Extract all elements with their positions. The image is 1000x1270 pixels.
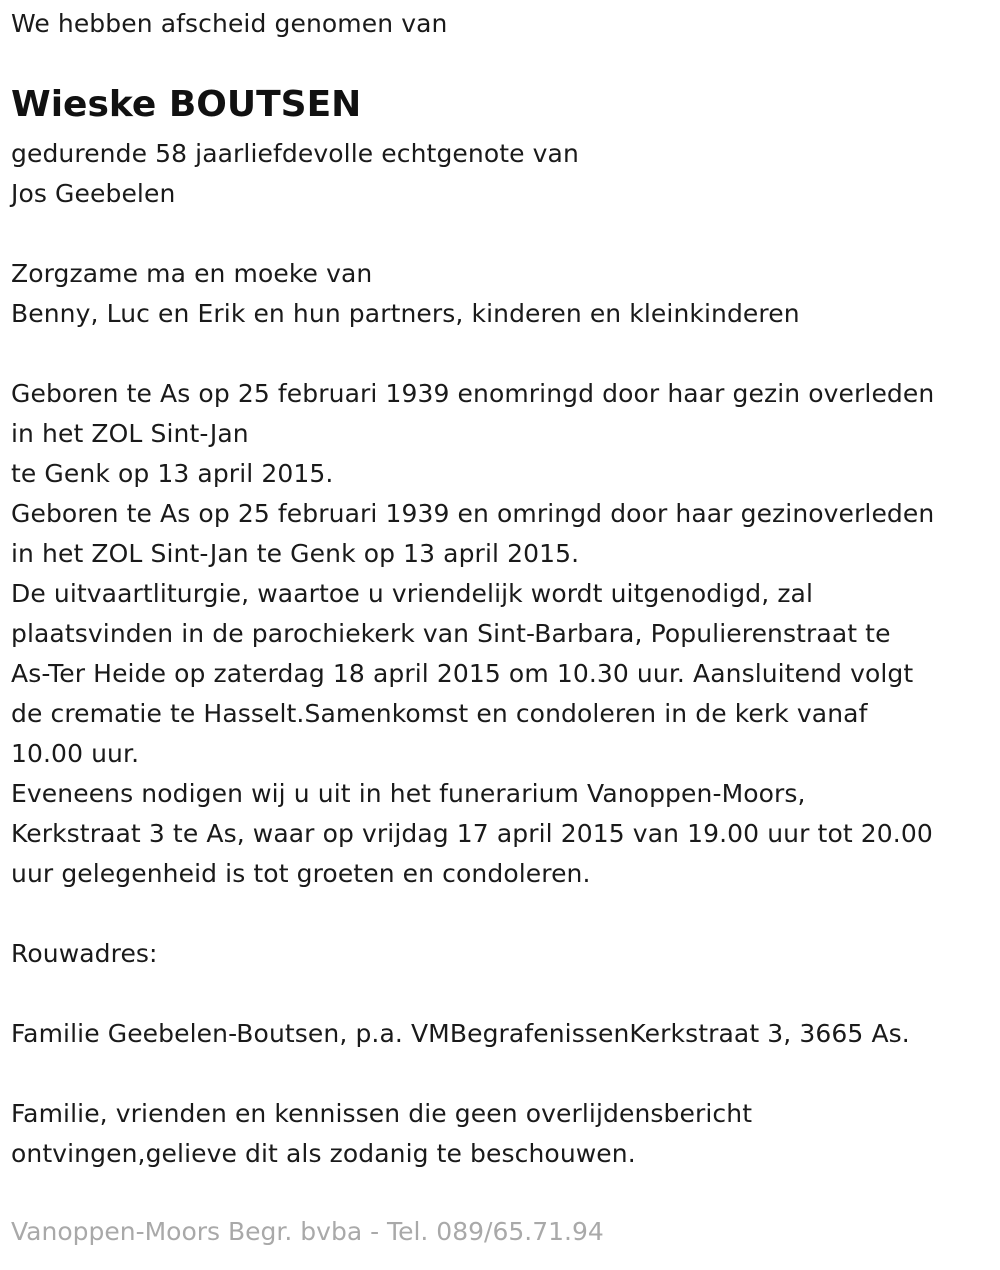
details-line: As-Ter Heide op zaterdag 18 april 2015 om 10.30 uur. Aansluitend volgt (11, 659, 914, 688)
spouse-section (11, 134, 579, 214)
family-line: Zorgzame ma en moeke van (11, 259, 373, 288)
details-line: uur gelegenheid is tot groeten en condoleren. (11, 859, 591, 888)
details-line: in het ZOL Sint-Jan te Genk op 13 april 2015. (11, 539, 580, 568)
details-line: Kerkstraat 3 te As, waar op vrijdag 17 april 2015 van 19.00 uur tot 20.00 (11, 819, 933, 848)
spouse-name: Jos Geebelen (11, 179, 176, 208)
address-label: Rouwadres: (11, 939, 158, 968)
details-line: 10.00 uur. (11, 739, 140, 768)
intro-text: We hebben afscheid genomen van (11, 9, 448, 38)
notice-line: ontvingen,gelieve dit als zodanig te beschouwen. (11, 1139, 636, 1168)
details-line: de crematie te Hasselt.Samenkomst en condoleren in de kerk vanaf (11, 699, 868, 728)
details-line: Geboren te As op 25 februari 1939 en omringd door haar gezinoverleden (11, 499, 935, 528)
address-text: Familie Geebelen-Boutsen, p.a. VMBegrafenissenKerkstraat 3, 3665 As. (11, 1019, 910, 1048)
details-line: plaatsvinden in de parochiekerk van Sint-Barbara, Populierenstraat te (11, 619, 891, 648)
notice-section (11, 1094, 752, 1174)
family-members: Benny, Luc en Erik en hun partners, kinderen en kleinkinderen (11, 299, 800, 328)
details-line: in het ZOL Sint-Jan (11, 419, 249, 448)
details-line: Eveneens nodigen wij u uit in het funerarium Vanoppen-Moors, (11, 779, 806, 808)
details-line: Geboren te As op 25 februari 1939 enomringd door haar gezin overleden (11, 379, 935, 408)
notice-line: Familie, vrienden en kennissen die geen overlijdensbericht (11, 1099, 753, 1128)
details-section (11, 374, 934, 894)
address-section (11, 934, 910, 1054)
family-section (11, 254, 800, 334)
spouse-line: gedurende 58 jaarliefdevolle echtgenote van (11, 139, 579, 168)
deceased-name: Wieske BOUTSEN (11, 84, 362, 125)
details-line: De uitvaartliturgie, waartoe u vriendelijk wordt uitgenodigd, zal (11, 579, 814, 608)
funeral-home-footer: Vanoppen-Moors Begr. bvba - Tel. 089/65.71.94 (11, 1217, 604, 1246)
details-line: te Genk op 13 april 2015. (11, 459, 334, 488)
spacer (11, 974, 910, 1014)
